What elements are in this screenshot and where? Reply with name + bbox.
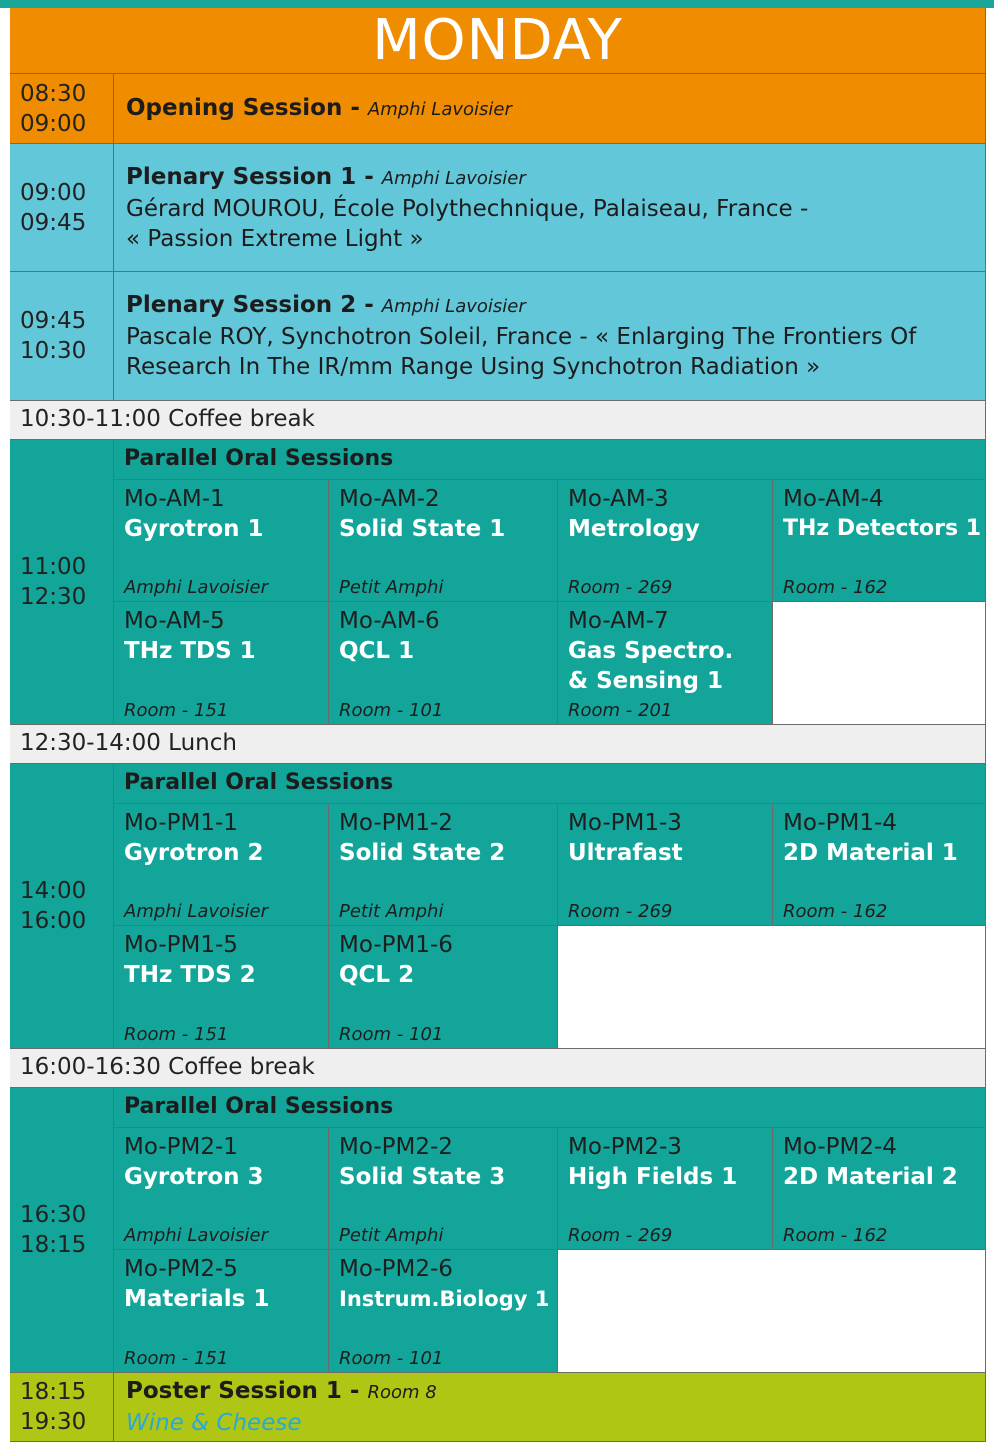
session-name: 2D Material 1: [783, 840, 958, 866]
session-mo-pm1-6: [329, 926, 558, 1049]
pm1-end: 16:00: [20, 908, 87, 934]
session-mo-pm1-3: [558, 804, 773, 926]
session-code: Mo-PM2-1: [124, 1134, 238, 1160]
session-code: Mo-AM-6: [339, 608, 440, 634]
session-name: Solid State 3: [339, 1164, 506, 1190]
session-room: Petit Amphi: [339, 1225, 444, 1246]
session-code: Mo-PM2-6: [339, 1256, 453, 1282]
session-name: THz Detectors 1: [783, 516, 982, 541]
session-name: Gyrotron 3: [124, 1164, 264, 1190]
pm2-time: [10, 1088, 114, 1373]
day-title: MONDAY: [10, 8, 986, 74]
session-code: Mo-AM-3: [568, 486, 669, 512]
session-mo-am-3: [558, 480, 773, 602]
session-code: Mo-AM-4: [783, 486, 884, 512]
pm2-start: 16:30: [20, 1202, 87, 1228]
session-code: Mo-AM-5: [124, 608, 225, 634]
session-name: Gas Spectro.: [568, 638, 734, 664]
session-room: Petit Amphi: [339, 577, 444, 598]
session-room: Room - 201: [568, 700, 673, 721]
plenary2-time: [10, 272, 114, 401]
session-name: Gyrotron 1: [124, 516, 264, 542]
session-name: QCL 2: [339, 962, 415, 988]
pm2-end: 18:15: [20, 1232, 87, 1258]
poster-venue: Room 8: [367, 1382, 437, 1403]
session-code: Mo-PM1-6: [339, 932, 453, 958]
session-name: Ultrafast: [568, 840, 683, 866]
plenary2-start: 09:45: [20, 308, 87, 334]
session-mo-am-5: [114, 602, 329, 725]
session-mo-pm2-6: [329, 1250, 558, 1373]
poster-end: 19:30: [20, 1409, 87, 1435]
empty-slot: [558, 1250, 986, 1373]
poster-time: [10, 1373, 114, 1442]
session-mo-pm2-2: [329, 1128, 558, 1250]
session-code: Mo-PM1-2: [339, 810, 453, 836]
coffee-break-2: 16:00-16:30 Coffee break: [10, 1049, 986, 1088]
session-name: THz TDS 1: [124, 638, 256, 664]
session-mo-am-2: [329, 480, 558, 602]
session-mo-pm2-4: [773, 1128, 986, 1250]
plenary1-speaker: Gérard MOUROU, École Polythechnique, Palaiseau, France -: [126, 195, 809, 222]
session-name: Metrology: [568, 516, 700, 542]
session-name: Solid State 1: [339, 516, 506, 542]
session-room: Room - 162: [783, 901, 888, 922]
session-room: Room - 151: [124, 1348, 229, 1369]
poster-title: Poster Session 1: [126, 1378, 342, 1404]
plenary1-time: [10, 144, 114, 272]
plenary2-end: 10:30: [20, 338, 87, 364]
session-code: Mo-PM1-1: [124, 810, 238, 836]
session-room: Room - 101: [339, 700, 444, 721]
session-room: Amphi Lavoisier: [124, 901, 268, 922]
opening-session: [114, 74, 986, 144]
session-code: Mo-PM1-3: [568, 810, 682, 836]
session-mo-pm1-4: [773, 804, 986, 926]
opening-dash: -: [342, 94, 368, 121]
session-mo-am-7: [558, 602, 773, 725]
session-room: Room - 269: [568, 901, 673, 922]
session-code: Mo-PM2-4: [783, 1134, 897, 1160]
opening-end: 09:00: [20, 110, 87, 137]
session-code: Mo-PM2-5: [124, 1256, 238, 1282]
opening-start: 08:30: [20, 80, 87, 107]
plenary1-dash: -: [356, 163, 382, 190]
session-mo-pm1-5: [114, 926, 329, 1049]
plenary2-venue: Amphi Lavoisier: [381, 296, 526, 317]
session-name: Materials 1: [124, 1286, 270, 1312]
plenary2-dash: -: [356, 292, 382, 318]
session-room: Room - 151: [124, 700, 229, 721]
plenary1-talk: « Passion Extreme Light »: [126, 225, 424, 252]
session-code: Mo-PM2-2: [339, 1134, 453, 1160]
session-name: Solid State 2: [339, 840, 506, 866]
session-mo-am-1: [114, 480, 329, 602]
coffee-break-1: 10:30-11:00 Coffee break: [10, 401, 986, 440]
session-code: Mo-AM-7: [568, 608, 669, 634]
poster-dash: -: [341, 1378, 368, 1404]
plenary1-end: 09:45: [20, 209, 87, 236]
session-room: Room - 151: [124, 1024, 229, 1045]
session-name: 2D Material 2: [783, 1164, 958, 1190]
session-mo-am-4: [773, 480, 986, 602]
plenary1-title: Plenary Session 1: [126, 163, 357, 190]
session-mo-am-6: [329, 602, 558, 725]
session-code: Mo-PM1-5: [124, 932, 238, 958]
session-code: Mo-AM-1: [124, 486, 225, 512]
session-code: Mo-AM-2: [339, 486, 440, 512]
session-room: Amphi Lavoisier: [124, 1225, 268, 1246]
pm1-header: Parallel Oral Sessions: [114, 764, 986, 804]
opening-venue: Amphi Lavoisier: [367, 98, 512, 120]
session-code: Mo-PM2-3: [568, 1134, 682, 1160]
opening-time: [10, 74, 114, 144]
wine-and-cheese: Wine & Cheese: [126, 1410, 302, 1436]
session-name-line2: & Sensing 1: [568, 668, 724, 694]
plenary1-session: [114, 144, 986, 272]
pm2-header: Parallel Oral Sessions: [114, 1088, 986, 1128]
session-room: Room - 269: [568, 1225, 673, 1246]
session-code: Mo-PM1-4: [783, 810, 897, 836]
session-room: Petit Amphi: [339, 901, 444, 922]
plenary1-venue: Amphi Lavoisier: [381, 167, 526, 189]
top-accent-bar: [0, 0, 994, 8]
session-room: Room - 269: [568, 577, 673, 598]
pm1-time: [10, 764, 114, 1049]
am-end: 12:30: [20, 584, 87, 610]
session-mo-pm2-3: [558, 1128, 773, 1250]
am-start: 11:00: [20, 554, 87, 580]
session-name: Instrum.Biology 1: [339, 1287, 550, 1311]
plenary2-talk: Research In The IR/mm Range Using Synchotron Radiation »: [126, 354, 821, 380]
plenary2-speaker: Pascale ROY, Synchotron Soleil, France - « Enlarging The Frontiers Of: [126, 324, 917, 350]
session-room: Room - 101: [339, 1348, 444, 1369]
poster-start: 18:15: [20, 1379, 87, 1405]
plenary2-session: [114, 272, 986, 401]
plenary2-title: Plenary Session 2: [126, 292, 357, 318]
session-name: QCL 1: [339, 638, 415, 664]
am-time: [10, 440, 114, 725]
opening-title: Opening Session: [126, 94, 343, 121]
session-room: Amphi Lavoisier: [124, 577, 268, 598]
session-room: Room - 101: [339, 1024, 444, 1045]
session-name: Gyrotron 2: [124, 840, 264, 866]
session-mo-pm2-1: [114, 1128, 329, 1250]
poster-session: [114, 1373, 986, 1442]
session-room: Room - 162: [783, 577, 888, 598]
pm1-start: 14:00: [20, 878, 87, 904]
session-mo-pm2-5: [114, 1250, 329, 1373]
session-name: High Fields 1: [568, 1164, 738, 1190]
session-room: Room - 162: [783, 1225, 888, 1246]
session-mo-pm1-1: [114, 804, 329, 926]
lunch-break: 12:30-14:00 Lunch: [10, 725, 986, 764]
plenary1-start: 09:00: [20, 179, 87, 206]
am-header: Parallel Oral Sessions: [114, 440, 986, 480]
session-name: THz TDS 2: [124, 962, 256, 988]
empty-slot: [558, 926, 986, 1049]
session-mo-pm1-2: [329, 804, 558, 926]
empty-slot: [773, 602, 986, 725]
